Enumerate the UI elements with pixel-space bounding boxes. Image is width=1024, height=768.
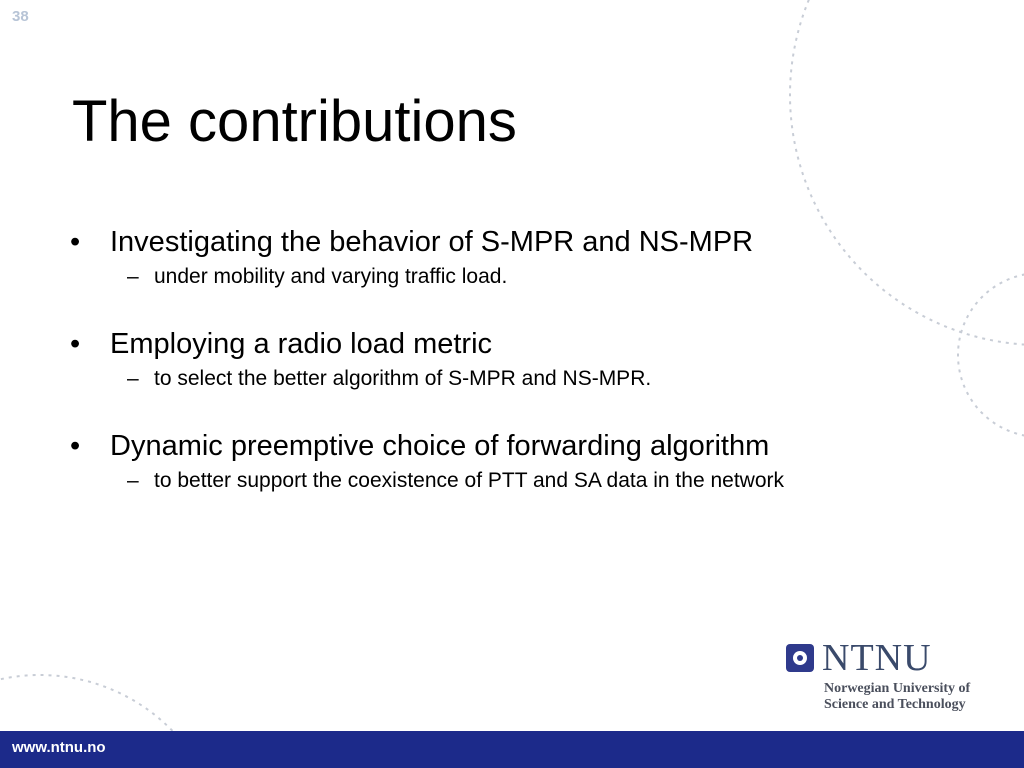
bullet-text: Employing a radio load metric — [110, 328, 493, 360]
sub-bullet — [70, 366, 854, 392]
bullet-text-row — [70, 224, 910, 260]
sub-bullet-dash: – — [127, 469, 139, 492]
bullet-text-row — [70, 326, 910, 362]
sub-bullet-text: to select the better algorithm of S-MPR and NS-MPR. — [154, 367, 652, 390]
bullet-item — [70, 428, 910, 494]
footer-bar — [0, 731, 1024, 768]
ntnu-logo — [786, 637, 1006, 720]
sub-bullet-text: to better support the coexistence of PTT and SA data in the network — [154, 469, 784, 492]
footer-url: www.ntnu.no — [12, 739, 106, 756]
slide-number: 38 — [12, 8, 29, 25]
logo-subtitle-line1: Norwegian University of — [824, 681, 971, 696]
bullet-item — [70, 224, 910, 290]
ntnu-logo-icon — [786, 644, 814, 672]
bullet-text-row — [70, 428, 910, 464]
bullet-dot: • — [70, 430, 81, 462]
bullet-list — [70, 224, 910, 530]
bullet-text: Investigating the behavior of S-MPR and NS-MPR — [110, 226, 754, 258]
bullet-dot: • — [70, 226, 81, 258]
logo-subtitle-line2: Science and Technology — [824, 697, 966, 712]
bullet-item — [70, 326, 910, 392]
sub-bullet — [70, 468, 854, 494]
sub-bullet-dash: – — [127, 367, 139, 390]
sub-bullet — [70, 264, 854, 290]
sub-bullet-text: under mobility and varying traffic load. — [154, 265, 508, 288]
sub-bullet-dash: – — [127, 265, 139, 288]
deco-circle-right — [958, 273, 1024, 437]
bullet-dot: • — [70, 328, 81, 360]
slide-title: The contributions — [72, 89, 517, 154]
logo-wordmark: NTNU — [822, 637, 932, 679]
bullet-text: Dynamic preemptive choice of forwarding algorithm — [110, 430, 770, 462]
